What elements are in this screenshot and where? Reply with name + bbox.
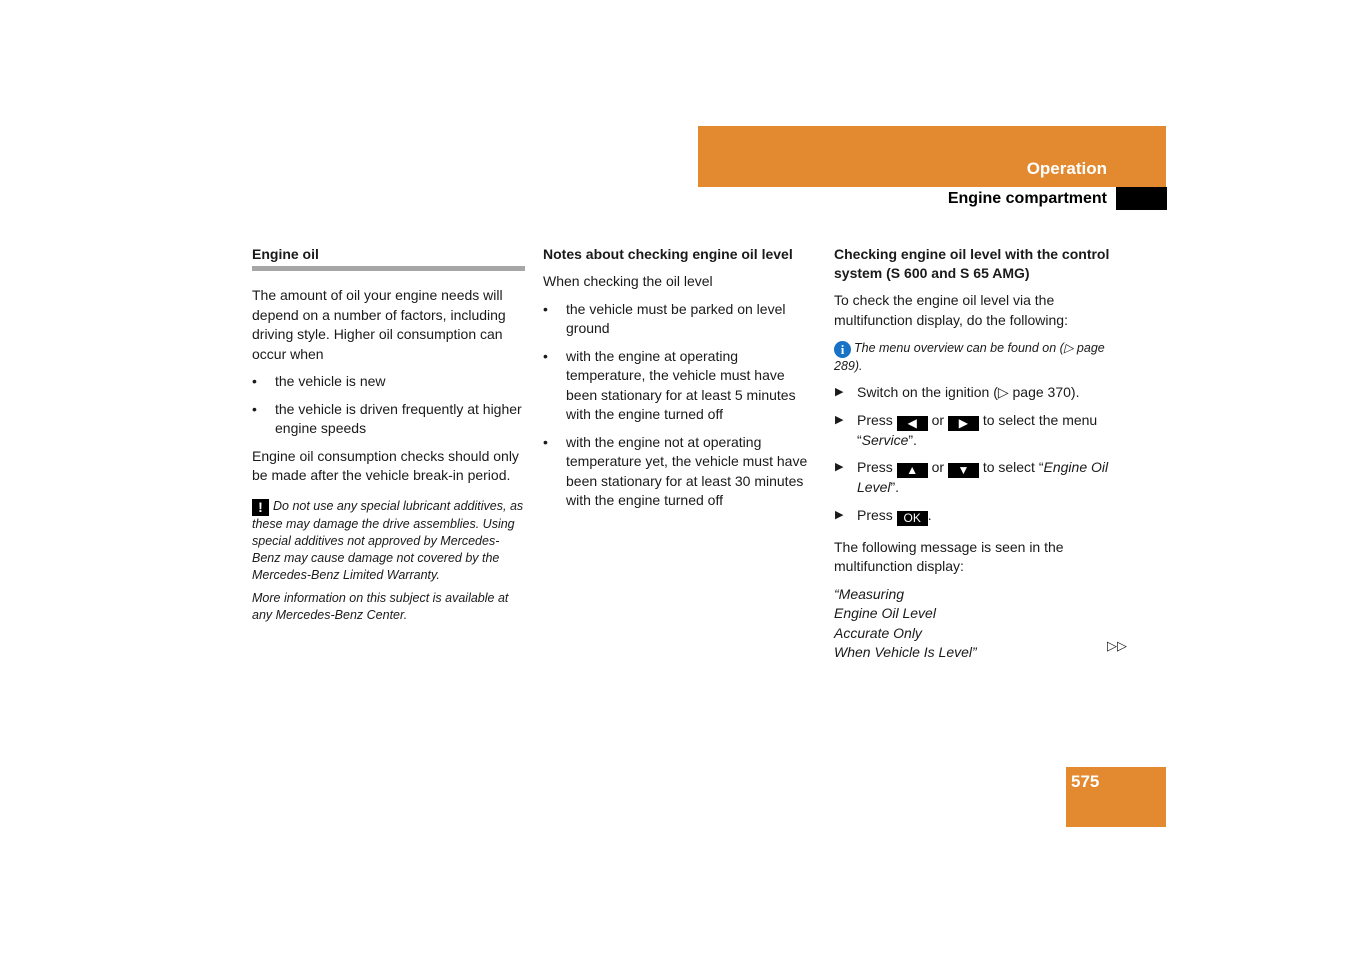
list-item-text: with the engine at operating temperature, the vehicle must have been stationary for at least 5 minutes with the engine turned off <box>566 347 796 422</box>
engine-oil-intro: The amount of oil your engine needs will depend on a number of factors, including driving style. Higher oil consumption can occur when <box>252 287 506 362</box>
column-engine-oil <box>252 245 525 630</box>
section-tab-marker <box>1116 187 1167 210</box>
step-item <box>834 458 1110 498</box>
step-arrow-icon: ▶ <box>835 386 844 398</box>
menu-name: Engine Oil Level <box>857 459 1109 495</box>
step-text: Switch on the ignition (▷ page 370). <box>857 384 1080 400</box>
step-text: . <box>927 506 932 523</box>
heading-control-system: Checking engine oil level with the control system (S 600 and S 65 AMG) <box>834 246 1110 281</box>
step-arrow-icon: ▶ <box>835 508 844 521</box>
bullet-icon: • <box>543 300 548 317</box>
control-intro: To check the engine oil level via the multifunction display, do the following: <box>834 292 1068 328</box>
bullet-icon: • <box>252 400 257 417</box>
up-arrow-key-icon: ▲ <box>897 463 928 478</box>
bullet-icon: • <box>543 347 548 364</box>
list-item-text: the vehicle is new <box>275 373 386 389</box>
step-text: ”. <box>890 479 900 495</box>
display-message-line: Accurate Only <box>834 624 922 641</box>
list-item <box>543 300 815 339</box>
step-text: or <box>931 411 945 428</box>
step-arrow-icon: ▶ <box>835 413 844 426</box>
heading-engine-oil: Engine oil <box>252 246 319 262</box>
step-item <box>834 411 1110 451</box>
display-message-line: When Vehicle Is Level” <box>834 644 977 660</box>
list-item <box>543 433 815 511</box>
step-item <box>834 506 1110 526</box>
list-item <box>252 372 525 392</box>
step-text: to select “ <box>982 459 1044 475</box>
list-item-text: the vehicle is driven frequently at higher engine speeds <box>275 400 522 436</box>
step-text: Press <box>857 506 893 523</box>
steps-list <box>834 383 1110 526</box>
more-info-note: More information on this subject is available at any Mercedes-Benz Center. <box>252 590 509 622</box>
warning-text: Do not use any special lubricant additives, as these may damage the drive assemblies. Using special additives not approved by Mercedes-Benz may cause damage not covered by the Mercedes-Benz Limited Warranty. <box>252 498 524 582</box>
break-in-note: Engine oil consumption checks should only be made after the vehicle break-in period. <box>252 447 519 483</box>
list-item <box>252 400 525 439</box>
column-control-system <box>834 245 1110 663</box>
heading-notes: Notes about checking engine oil level <box>543 246 793 262</box>
ok-key-icon: OK <box>897 511 928 526</box>
step-text: to select the menu “ <box>857 411 1098 448</box>
display-message-line: Engine Oil Level <box>834 605 936 621</box>
notes-intro: When checking the oil level <box>543 273 713 289</box>
list-item <box>543 347 815 425</box>
oil-consumption-list <box>252 372 525 439</box>
warning-icon: ! <box>252 499 269 516</box>
subsection-title: Engine compartment <box>947 190 1107 207</box>
notes-list <box>543 300 815 511</box>
info-icon: i <box>834 341 851 358</box>
step-item <box>834 383 1110 403</box>
list-item-text: the vehicle must be parked on level ground <box>566 300 786 336</box>
step-text: Press <box>857 459 893 475</box>
bullet-icon: • <box>252 373 257 389</box>
step-text: or <box>931 459 945 475</box>
info-text: The menu overview can be found on (▷ page 289). <box>834 341 1105 373</box>
warning-note <box>252 498 525 584</box>
column-notes <box>543 245 815 519</box>
list-item-text: with the engine not at operating temperature yet, the vehicle must have been stationary for at least 30 minutes with the engine turned off <box>566 433 808 508</box>
down-arrow-key-icon: ▼ <box>948 463 979 478</box>
menu-name: Service <box>861 431 909 448</box>
continue-arrow-icon: ▷▷ <box>1107 638 1127 653</box>
section-title: Operation <box>1026 159 1107 178</box>
step-text: Press <box>857 411 893 428</box>
heading-rule <box>252 266 525 271</box>
bullet-icon: • <box>543 433 548 450</box>
left-arrow-key-icon: ◀ <box>897 416 928 431</box>
info-note <box>834 340 1110 375</box>
display-message-line: “Measuring <box>834 585 905 602</box>
right-arrow-key-icon: ▶ <box>948 416 979 431</box>
page-number: 575 <box>1071 772 1100 791</box>
step-arrow-icon: ▶ <box>835 461 844 473</box>
step-text: ”. <box>908 431 917 448</box>
following-message-intro: The following message is seen in the multifunction display: <box>834 538 1064 574</box>
